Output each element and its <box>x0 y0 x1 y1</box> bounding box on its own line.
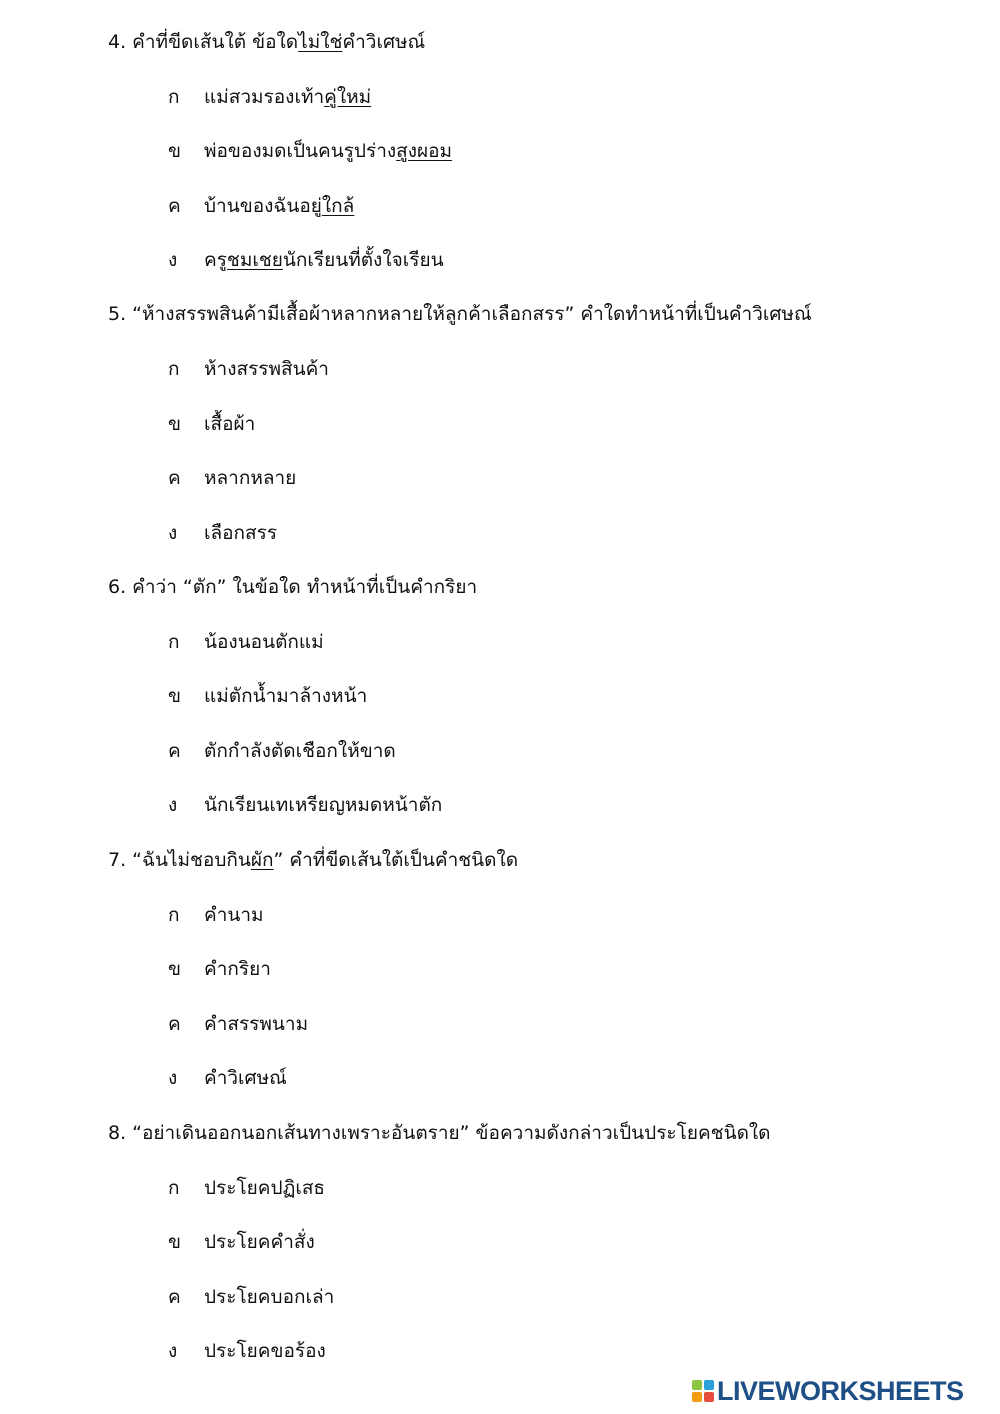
option-text <box>204 464 296 492</box>
option-text <box>204 83 371 111</box>
option-text <box>204 791 442 819</box>
underlined-word: สูงผอม <box>396 140 453 162</box>
logo-text: LIVEWORKSHEETS <box>717 1375 964 1406</box>
logo-mark-icon <box>692 1380 714 1402</box>
option-text <box>204 1174 325 1202</box>
option-letter: ข <box>168 413 181 435</box>
option-letter: ง <box>168 1067 178 1089</box>
option-text <box>204 246 444 274</box>
option-text <box>204 1010 308 1038</box>
option-letter: ง <box>168 1340 178 1362</box>
option-letter: ก <box>168 631 180 653</box>
option-text <box>204 737 396 765</box>
question-6-text <box>108 573 477 601</box>
text-run: 7. “ฉันไม่ชอบกิน <box>108 849 251 871</box>
option-letter: ค <box>168 1286 181 1308</box>
text-run: นักเรียนเทเหรียญหมดหน้าตัก <box>204 794 443 816</box>
text-run: แม่สวมรองเท้า <box>204 86 325 108</box>
option-letter: ก <box>168 1177 180 1199</box>
option-letter: ข <box>168 685 181 707</box>
option-letter: ง <box>168 522 178 544</box>
option-text <box>204 955 271 983</box>
option-letter: ง <box>168 249 178 271</box>
text-run: ตักกำลังตัดเชือกให้ขาด <box>204 740 396 762</box>
option-letter: ค <box>168 467 181 489</box>
option-text <box>204 1283 334 1311</box>
text-run: 5. “ห้างสรรพสินค้ามีเสื้อผ้าหลากหลายให้ลูกค้าเลือกสรร” คำใดทำหน้าที่เป็นคำวิเศษณ์ <box>108 303 812 325</box>
option-text <box>204 192 354 220</box>
question-5-text <box>108 300 812 328</box>
option-text <box>204 137 452 165</box>
question-7-text <box>108 846 518 874</box>
underlined-word: ไม่ใช่ <box>298 31 343 53</box>
text-run: นักเรียนที่ตั้งใจเรียน <box>282 249 444 271</box>
option-letter: ข <box>168 1231 181 1253</box>
text-run: 6. คำว่า “ตัก” ในข้อใด ทำหน้าที่เป็นคำกริยา <box>108 576 478 598</box>
option-letter: ก <box>168 358 180 380</box>
underlined-word: ใกล้ <box>321 195 355 217</box>
logo-square-green <box>692 1380 702 1390</box>
option-text <box>204 1228 315 1256</box>
underlined-word: ผัก <box>250 849 274 871</box>
text-run: เสื้อผ้า <box>204 413 256 435</box>
option-text <box>204 410 255 438</box>
text-run: ประโยคปฏิเสธ <box>204 1177 326 1199</box>
text-run: แม่ตักน้ำมาล้างหน้า <box>204 685 368 707</box>
logo-square-blue <box>704 1380 714 1390</box>
text-run: คำนาม <box>204 904 264 926</box>
text-run: คำกริยา <box>204 958 271 980</box>
question-8-text <box>108 1119 771 1147</box>
text-run: คำวิเศษณ์ <box>342 31 426 53</box>
option-letter: ก <box>168 86 180 108</box>
text-run: 8. “อย่าเดินออกนอกเส้นทางเพราะอันตราย” ข้อความดังกล่าวเป็นประโยคชนิดใด <box>108 1122 771 1144</box>
text-run: ประโยคขอร้อง <box>204 1340 326 1362</box>
option-letter: ข <box>168 958 181 980</box>
option-text <box>204 682 367 710</box>
option-letter: ง <box>168 794 178 816</box>
text-run: พ่อของมดเป็นคนรูปร่าง <box>204 140 397 162</box>
option-text <box>204 628 324 656</box>
text-run: ” คำที่ขีดเส้นใต้เป็นคำชนิดใด <box>273 849 519 871</box>
text-run: 4. คำที่ขีดเส้นใต้ ข้อใด <box>108 31 299 53</box>
option-letter: ค <box>168 195 181 217</box>
text-run: หลากหลาย <box>204 467 297 489</box>
option-text <box>204 355 329 383</box>
option-text <box>204 519 277 547</box>
text-run: น้องนอนตักแม่ <box>204 631 324 653</box>
option-letter: ค <box>168 740 181 762</box>
option-letter: ค <box>168 1013 181 1035</box>
question-4-text <box>108 28 425 56</box>
text-run: คำสรรพนาม <box>204 1013 309 1035</box>
option-letter: ก <box>168 904 180 926</box>
text-run: ห้างสรรพสินค้า <box>204 358 329 380</box>
text-run: เลือกสรร <box>204 522 278 544</box>
logo-square-orange <box>692 1392 702 1402</box>
option-letter: ข <box>168 140 181 162</box>
option-text <box>204 1064 287 1092</box>
text-run: ประโยคบอกเล่า <box>204 1286 335 1308</box>
text-run: คำวิเศษณ์ <box>204 1067 287 1089</box>
text-run: บ้านของฉันอยู่ <box>204 195 322 217</box>
text-run: ครู <box>204 249 227 271</box>
text-run: ประโยคคำสั่ง <box>204 1231 315 1253</box>
option-text <box>204 1337 326 1365</box>
liveworksheets-logo <box>692 1376 964 1406</box>
underlined-word: คู่ใหม่ <box>324 86 372 108</box>
underlined-word: ชมเชย <box>226 249 283 271</box>
logo-square-red <box>704 1392 714 1402</box>
option-text <box>204 901 264 929</box>
